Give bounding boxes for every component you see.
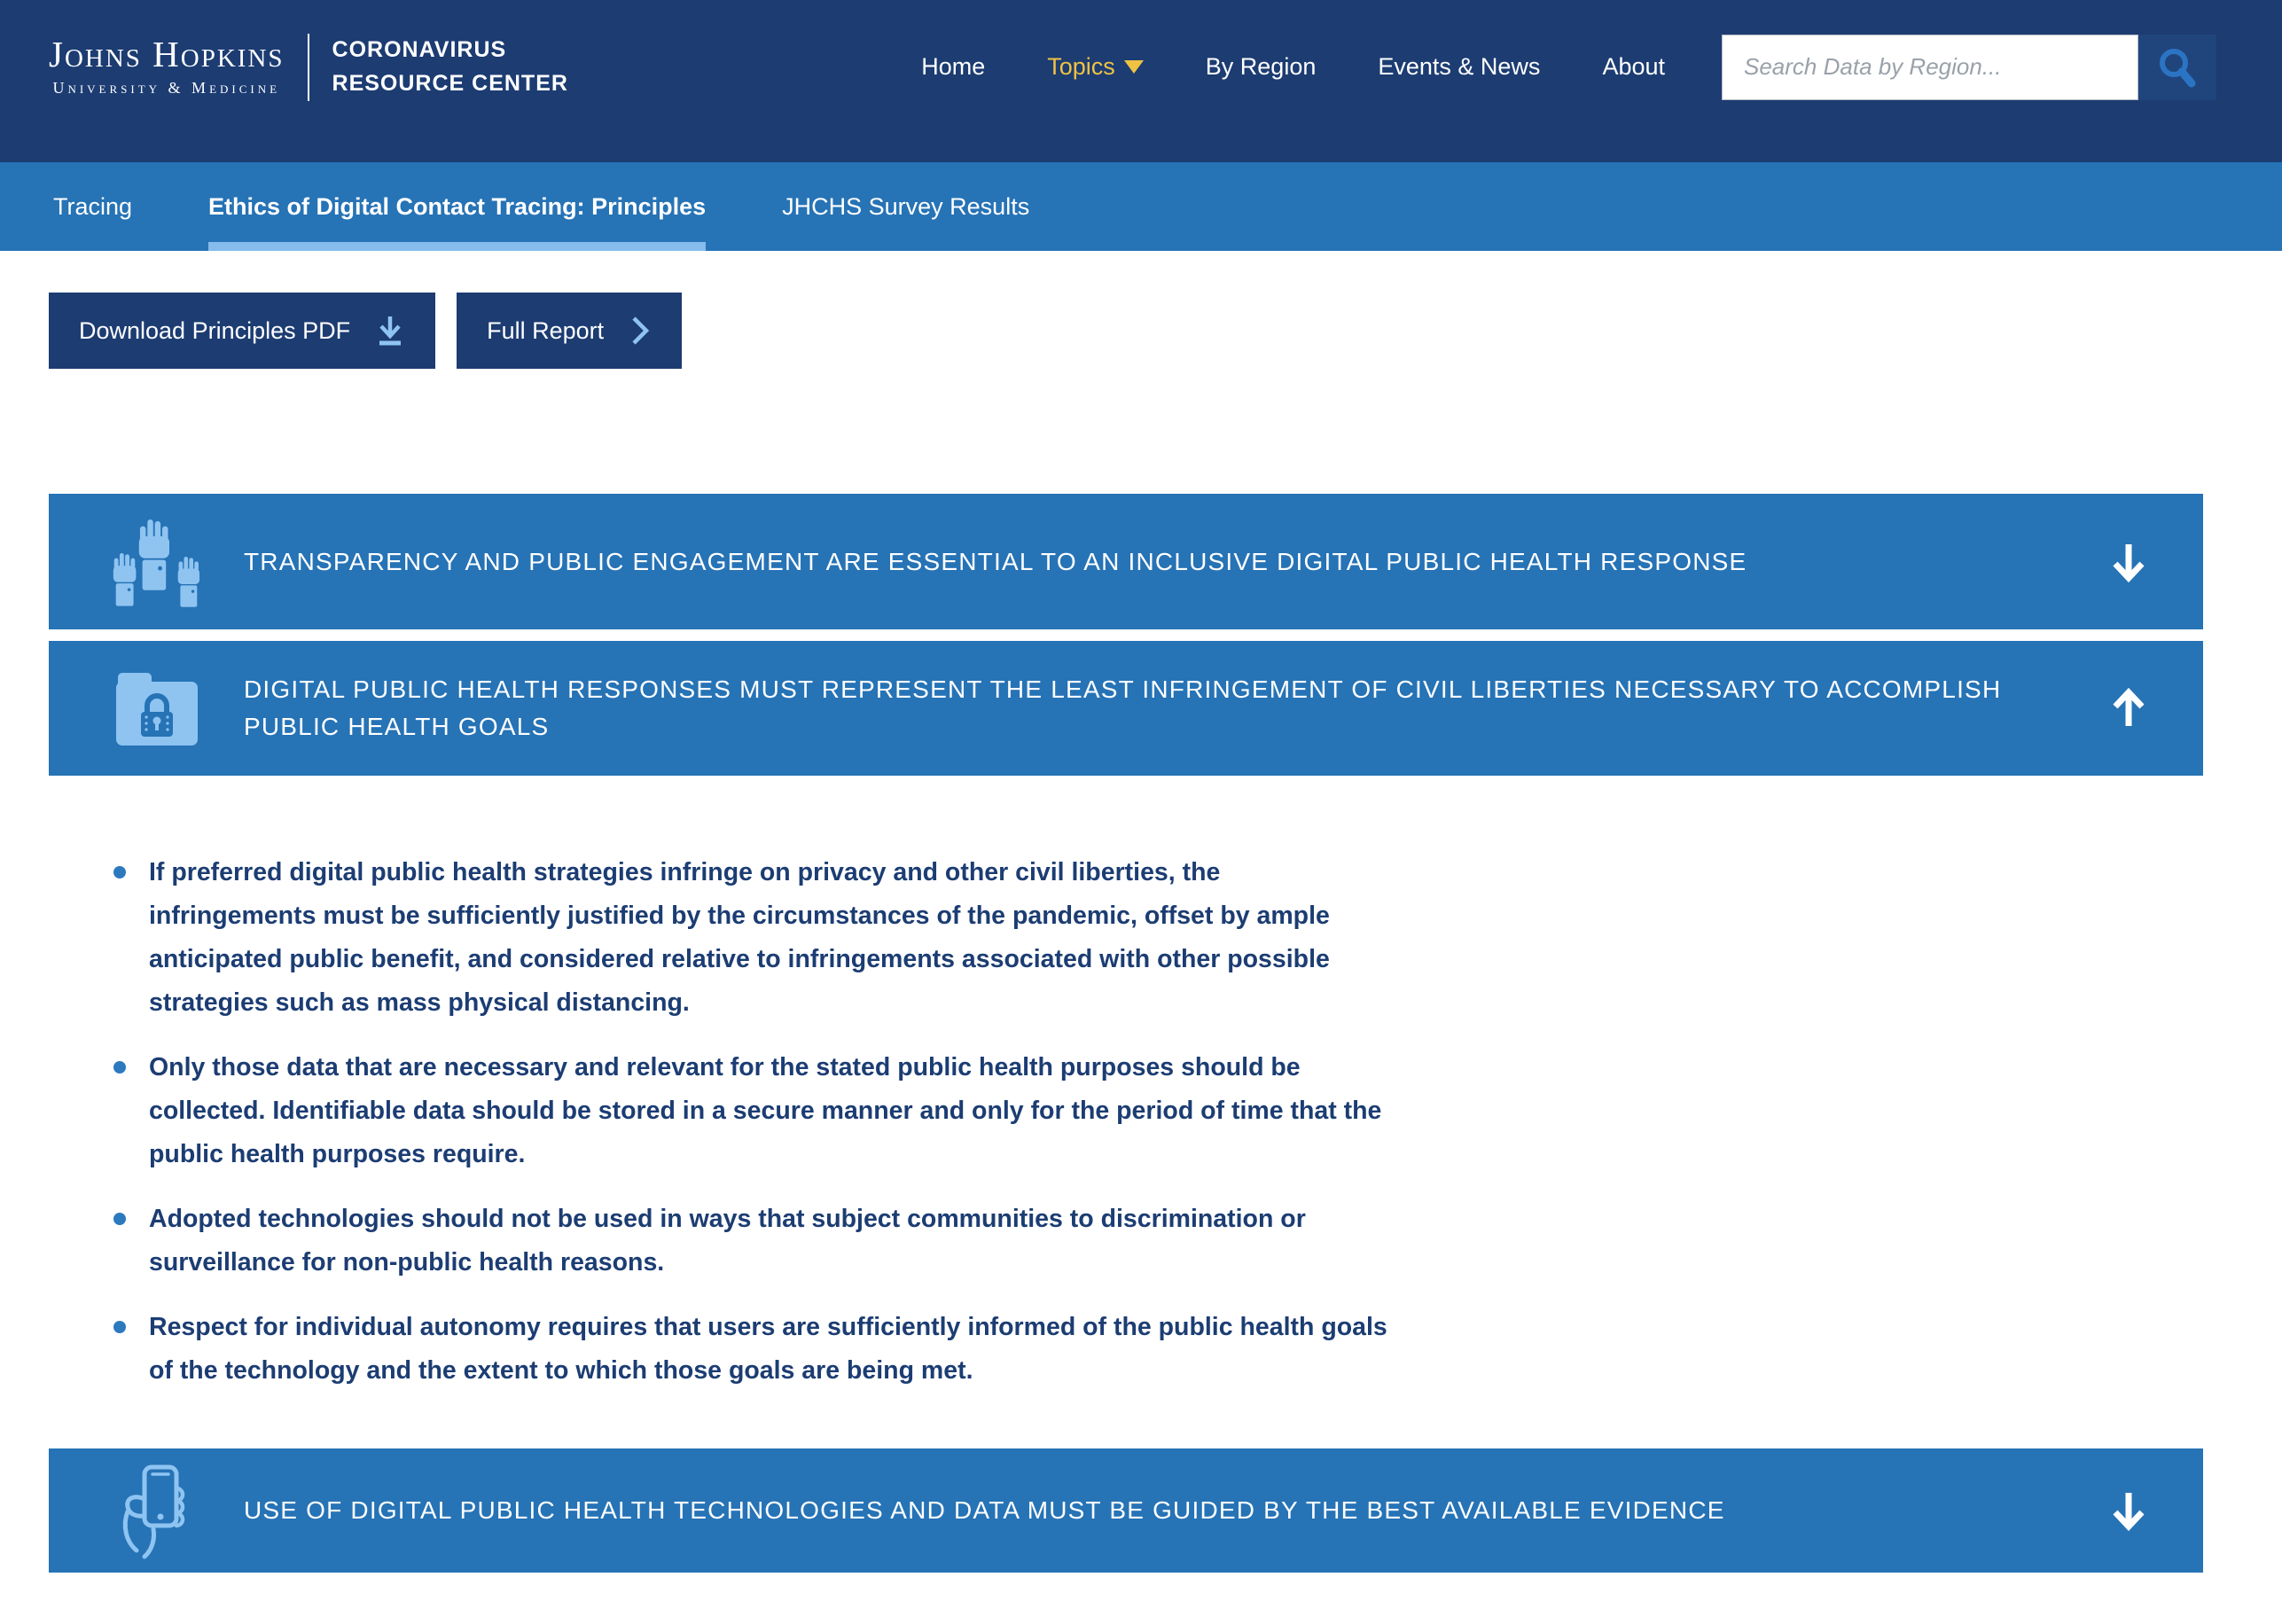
tab-label: JHCHS Survey Results: [782, 192, 1030, 220]
principle-bullet: If preferred digital public health strategies infringe on privacy and other civil liberties, the infringements must be sufficiently justified by the circumstances of the pandemic, offset by ample anticipated public benefit, and considered relative to infringements associated with other possible strategies such as mass physical distancing.: [113, 851, 1390, 1025]
arrow-down-icon[interactable]: [2109, 541, 2148, 583]
nav-item-label: Events & News: [1378, 53, 1541, 80]
download-principles-pdf-button[interactable]: [49, 293, 435, 369]
logo-brand-line1: CORONAVIRUS: [332, 37, 507, 62]
nav-item-home[interactable]: [921, 53, 985, 81]
search-input[interactable]: [1722, 35, 2138, 100]
tab-jhchs-survey-results[interactable]: [782, 162, 1029, 251]
nav-item-events-news[interactable]: [1378, 53, 1540, 81]
tab-label: Ethics of Digital Contact Tracing: Principles: [208, 192, 707, 220]
principle-bullet: Respect for individual autonomy requires that users are sufficiently informed of the public health goals of the technology and the extent to which those goals are being met.: [113, 1306, 1390, 1393]
nav-item-label: Home: [921, 53, 986, 80]
site-logo[interactable]: [49, 34, 568, 101]
hand-holding-phone-icon: [111, 1462, 203, 1559]
arrow-up-icon[interactable]: [2109, 687, 2148, 730]
nav-item-label: About: [1602, 53, 1665, 80]
nav-item-label: By Region: [1205, 53, 1317, 80]
logo-brand: [332, 34, 568, 100]
principle-bullet: Only those data that are necessary and relevant for the stated public health purposes should be collected. Identifiable data should be stored in a secure manner and only for the period of time that the public health purposes require.: [113, 1046, 1390, 1176]
button-label: Full Report: [487, 316, 605, 344]
logo-divider: [308, 34, 309, 101]
chevron-right-icon: [629, 313, 652, 348]
tab-label: Tracing: [53, 192, 133, 220]
search-button[interactable]: [2138, 35, 2216, 100]
nav-item-about[interactable]: [1602, 53, 1665, 81]
search-box: [1722, 35, 2216, 100]
action-buttons: [49, 293, 2282, 369]
logo-institution-sub: University & Medicine: [52, 79, 281, 97]
logo-institution: Johns Hopkins: [49, 34, 285, 74]
accordion-transparency[interactable]: [49, 494, 2203, 629]
accordion-title: TRANSPARENCY AND PUBLIC ENGAGEMENT ARE ESSENTIAL TO AN INCLUSIVE DIGITAL PUBLIC HEALTH RESPONSE: [244, 547, 1747, 575]
accordion-best-available-evidence[interactable]: [49, 1448, 2203, 1573]
tab-tracing[interactable]: [53, 162, 132, 251]
full-report-button[interactable]: [457, 293, 682, 369]
search-icon: [2154, 44, 2200, 90]
accordion-least-infringement[interactable]: [49, 641, 2203, 776]
site-header: [0, 0, 2282, 162]
accordion-title: DIGITAL PUBLIC HEALTH RESPONSES MUST REPRESENT THE LEAST INFRINGEMENT OF CIVIL LIBERTIES NECESSARY TO ACCOMPLISH PUBLIC HEALTH GOALS: [244, 675, 2002, 740]
button-label: Download Principles PDF: [79, 316, 351, 344]
chevron-down-icon: [1124, 60, 1144, 74]
principle-bullet: Adopted technologies should not be used in ways that subject communities to discrimination or surveillance for non-public health reasons.: [113, 1198, 1390, 1284]
principles-bullet-list: [113, 851, 1390, 1393]
section-tab-bar: [0, 162, 2282, 251]
arrow-down-icon[interactable]: [2109, 1489, 2148, 1532]
tab-ethics-principles[interactable]: [208, 162, 706, 251]
main-nav: [921, 53, 1665, 81]
nav-item-topics[interactable]: [1047, 53, 1144, 81]
logo-brand-line2: RESOURCE CENTER: [332, 70, 568, 96]
logo-wordmark: [49, 36, 285, 98]
download-icon: [375, 315, 405, 347]
nav-item-label: Topics: [1047, 53, 1115, 80]
locked-folder-icon: [111, 664, 203, 753]
accordion-title: USE OF DIGITAL PUBLIC HEALTH TECHNOLOGIES AND DATA MUST BE GUIDED BY THE BEST AVAILABLE EVIDENCE: [244, 1496, 1725, 1524]
nav-item-by-region[interactable]: [1206, 53, 1317, 81]
raised-hands-icon: [111, 516, 203, 608]
